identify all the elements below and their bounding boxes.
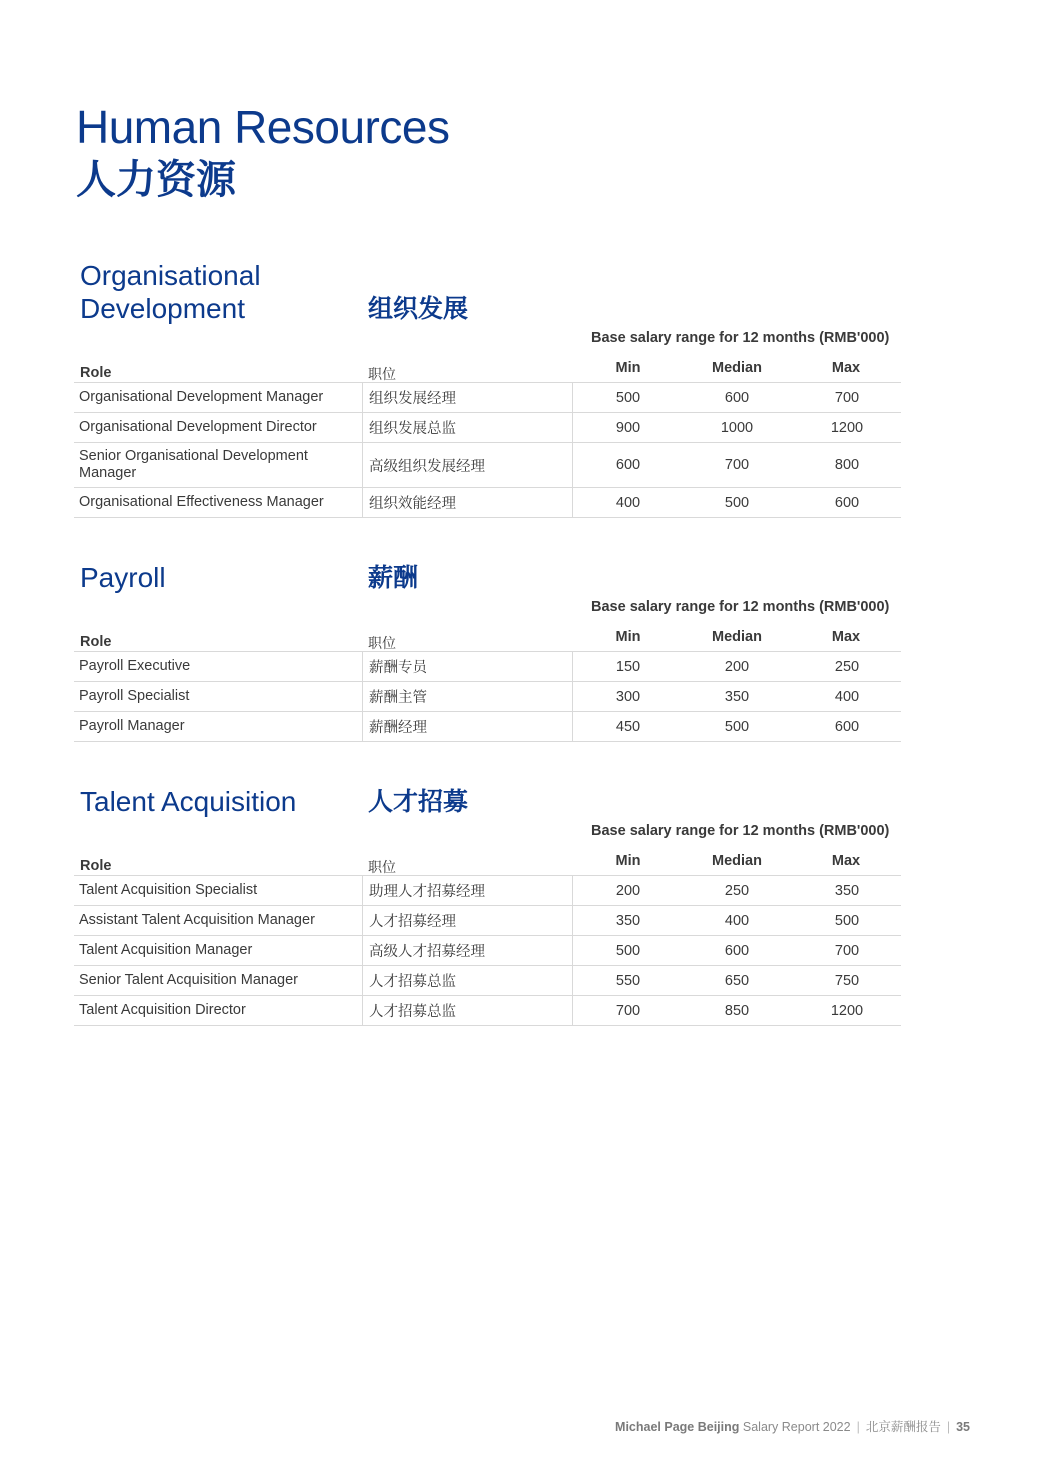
role-cell: Senior Organisational Development Manager [79, 448, 308, 481]
table-row [74, 651, 901, 681]
median-cell: 700 [724, 457, 750, 473]
table-row [74, 905, 901, 935]
max-cell: 700 [834, 942, 860, 959]
role-cell: Payroll Executive [79, 658, 191, 674]
min-cell: 500 [572, 936, 683, 965]
min-cell: 450 [572, 712, 683, 741]
max-header: Max [831, 360, 861, 376]
table-row [74, 965, 901, 995]
role-zh-cell: 组织发展总监 [362, 413, 579, 442]
footer-report: Salary Report 2022 [742, 1420, 851, 1434]
min-header: Min [615, 360, 641, 376]
role-cell: Senior Talent Acquisition Manager [79, 972, 298, 988]
table-row [74, 487, 901, 518]
table-row [74, 711, 901, 742]
min-cell: 300 [572, 682, 683, 711]
role-cell: Organisational Development Manager [79, 389, 324, 405]
median-cell: 350 [724, 688, 750, 705]
median-cell: 500 [724, 718, 750, 735]
max-header: Max [831, 629, 861, 645]
role-header-zh: 职位 [368, 636, 396, 652]
max-cell: 250 [834, 658, 860, 675]
role-zh-cell: 人才招募总监 [362, 996, 579, 1025]
role-cell: Talent Acquisition Specialist [79, 882, 258, 898]
max-cell: 1200 [830, 419, 864, 436]
role-zh-cell: 高级组织发展经理 [362, 443, 579, 487]
salary-table [74, 875, 901, 1026]
section-title: Payroll [80, 562, 166, 593]
max-cell: 400 [834, 688, 860, 705]
median-cell: 250 [724, 882, 750, 899]
footer-report-zh: 北京薪酬报告 [865, 1419, 941, 1434]
median-header: Median [712, 853, 762, 869]
salary-range-label: Base salary range for 12 months (RMB'000) [591, 330, 890, 346]
table-row [74, 442, 901, 487]
page-title: Human Resources [76, 101, 450, 153]
table-row [74, 412, 901, 442]
median-cell: 500 [724, 494, 750, 511]
min-cell: 550 [572, 966, 683, 995]
median-cell: 600 [724, 942, 750, 959]
role-zh-cell: 薪酬经理 [362, 712, 579, 741]
min-cell: 200 [572, 876, 683, 905]
section-title [80, 259, 261, 325]
role-zh-cell: 组织效能经理 [362, 488, 579, 517]
max-header: Max [831, 853, 861, 869]
section-title-zh: 人才招募 [368, 787, 469, 816]
median-cell: 650 [724, 972, 750, 989]
role-cell: Payroll Specialist [79, 688, 190, 704]
page-footer [615, 1417, 970, 1435]
min-cell: 700 [572, 996, 683, 1025]
salary-range-label: Base salary range for 12 months (RMB'000) [591, 599, 890, 615]
section-title-zh: 薪酬 [368, 563, 419, 592]
role-cell: Assistant Talent Acquisition Manager [79, 912, 315, 928]
role-zh-cell: 薪酬专员 [362, 652, 579, 681]
role-zh-cell: 人才招募经理 [362, 906, 579, 935]
min-cell: 400 [572, 488, 683, 517]
table-row [74, 995, 901, 1026]
page-number: 35 [956, 1420, 970, 1434]
role-zh-cell: 组织发展经理 [362, 383, 579, 412]
max-cell: 750 [834, 972, 860, 989]
role-cell: Organisational Development Director [79, 419, 317, 435]
max-cell: 700 [834, 389, 860, 406]
salary-range-label: Base salary range for 12 months (RMB'000) [591, 823, 890, 839]
median-header: Median [712, 360, 762, 376]
max-cell: 500 [834, 912, 860, 929]
table-row [74, 875, 901, 905]
footer-separator: | [946, 1420, 951, 1434]
max-cell: 1200 [830, 1002, 864, 1019]
max-cell: 600 [834, 718, 860, 735]
role-header-zh: 职位 [368, 860, 396, 876]
min-cell: 150 [572, 652, 683, 681]
footer-brand: Michael Page Beijing [615, 1420, 740, 1434]
section-title: Talent Acquisition [80, 786, 297, 817]
footer-separator: | [856, 1420, 860, 1434]
median-cell: 850 [724, 1002, 750, 1019]
salary-table [74, 382, 901, 518]
role-header-zh: 职位 [368, 367, 396, 383]
median-cell: 1000 [720, 419, 754, 436]
role-zh-cell: 助理人才招募经理 [362, 876, 579, 905]
section-title-zh: 组织发展 [368, 294, 469, 323]
role-header: Role [80, 634, 112, 650]
median-cell: 400 [724, 912, 750, 929]
role-header: Role [80, 365, 112, 381]
min-cell: 900 [572, 413, 683, 442]
min-cell: 350 [572, 906, 683, 935]
table-row [74, 382, 901, 412]
role-zh-cell: 薪酬主管 [362, 682, 579, 711]
median-header: Median [712, 629, 762, 645]
section-title-line2: Development [80, 293, 245, 324]
min-cell: 500 [572, 383, 683, 412]
role-cell: Payroll Manager [79, 718, 185, 734]
role-zh-cell: 高级人才招募经理 [362, 936, 579, 965]
min-cell: 600 [572, 443, 683, 487]
section-title-line1: Organisational [80, 260, 261, 291]
role-cell: Talent Acquisition Manager [79, 942, 253, 958]
role-header: Role [80, 858, 112, 874]
max-cell: 350 [834, 882, 860, 899]
min-header: Min [615, 629, 641, 645]
median-cell: 200 [724, 658, 750, 675]
page-title-zh: 人力资源 [76, 157, 236, 203]
max-cell: 600 [834, 494, 860, 511]
max-cell: 800 [834, 457, 860, 473]
table-row [74, 681, 901, 711]
role-cell: Organisational Effectiveness Manager [79, 494, 324, 510]
median-cell: 600 [724, 389, 750, 406]
min-header: Min [615, 853, 641, 869]
role-cell: Talent Acquisition Director [79, 1002, 246, 1018]
salary-table [74, 651, 901, 742]
table-row [74, 935, 901, 965]
role-zh-cell: 人才招募总监 [362, 966, 579, 995]
